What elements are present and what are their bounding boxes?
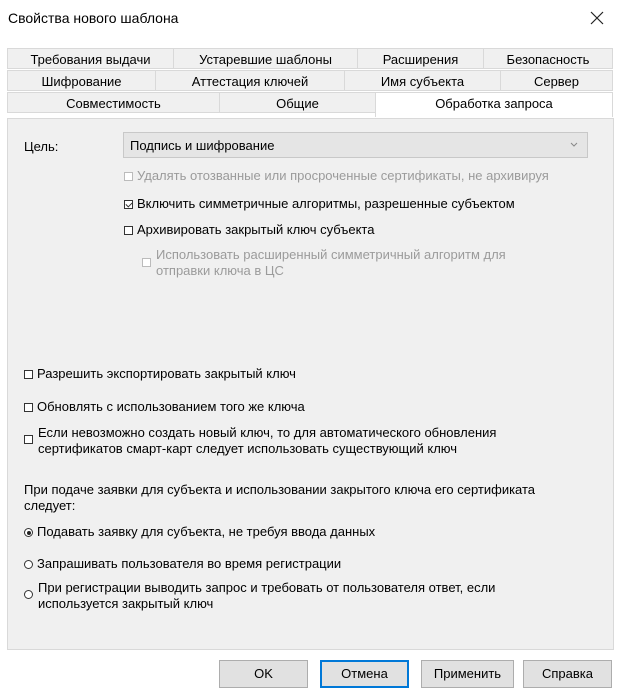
chevron-down-icon [569, 137, 579, 151]
radio-prompt-user-button[interactable] [24, 560, 33, 569]
symmetric-algorithms-label: Включить симметричные алгоритмы, разрешенные субъектом [137, 196, 515, 211]
radio-require-input[interactable] [24, 580, 495, 612]
tab-compatibility[interactable]: Совместимость [7, 92, 220, 113]
archive-key-checkbox[interactable] [124, 226, 133, 235]
title-bar [0, 0, 619, 36]
archive-key-option[interactable] [124, 222, 374, 237]
tab-cryptography[interactable]: Шифрование [7, 70, 156, 91]
radio-enroll-silently-label: Подавать заявку для субъекта, не требуя ввода данных [37, 524, 376, 539]
radio-require-input-button[interactable] [24, 590, 33, 599]
cancel-button[interactable]: Отмена [320, 660, 409, 688]
tab-superseded-templates[interactable]: Устаревшие шаблоны [173, 48, 358, 69]
window-title: Свойства нового шаблона [8, 10, 179, 26]
tab-extensions[interactable]: Расширения [357, 48, 484, 69]
smartcard-existing-key-checkbox[interactable] [24, 435, 33, 444]
request-handling-panel [7, 118, 614, 650]
symmetric-algorithms-option[interactable] [124, 196, 515, 211]
purpose-select-value: Подпись и шифрование [130, 138, 275, 153]
smartcard-existing-key-line1: Если невозможно создать новый ключ, то для автоматического обновления [38, 425, 497, 440]
enroll-prompt-line2: следует: [24, 498, 76, 513]
renew-same-key-label: Обновлять с использованием того же ключа [37, 399, 305, 414]
radio-prompt-user[interactable] [24, 556, 341, 571]
purpose-select[interactable] [123, 132, 588, 158]
radio-require-input-line1: При регистрации выводить запрос и требовать от пользователя ответ, если [38, 580, 496, 595]
export-key-label: Разрешить экспортировать закрытый ключ [37, 366, 296, 381]
radio-require-input-line2: используется закрытый ключ [38, 596, 214, 611]
symmetric-algorithms-checkbox[interactable] [124, 200, 133, 209]
radio-prompt-user-label: Запрашивать пользователя во время регистрации [37, 556, 342, 571]
export-key-option[interactable] [24, 366, 296, 381]
enroll-prompt-text [24, 482, 535, 514]
purpose-label: Цель: [24, 139, 59, 154]
advanced-symmetric-checkbox[interactable] [142, 258, 151, 267]
export-key-checkbox[interactable] [24, 370, 33, 379]
tab-issuance-requirements[interactable]: Требования выдачи [7, 48, 174, 69]
enroll-prompt-line1: При подаче заявки для субъекта и использовании закрытого ключа его сертификата [24, 482, 536, 497]
tab-security[interactable]: Безопасность [483, 48, 613, 69]
smartcard-existing-key-line2: сертификатов смарт-карт следует использовать существующий ключ [38, 441, 458, 456]
archive-key-label: Архивировать закрытый ключ субъекта [137, 222, 375, 237]
delete-revoked-checkbox[interactable] [124, 172, 133, 181]
tab-key-attestation[interactable]: Аттестация ключей [155, 70, 345, 91]
tab-strip [7, 48, 613, 118]
delete-revoked-option[interactable] [124, 168, 549, 183]
tab-general[interactable]: Общие [219, 92, 376, 113]
advanced-symmetric-label-line2: отправки ключа в ЦС [156, 263, 284, 278]
tab-server[interactable]: Сервер [500, 70, 613, 91]
close-icon[interactable] [585, 6, 609, 30]
advanced-symmetric-option[interactable] [142, 247, 506, 279]
renew-same-key-checkbox[interactable] [24, 403, 33, 412]
delete-revoked-label: Удалять отозванные или просроченные сертификаты, не архивируя [137, 168, 549, 183]
radio-enroll-silently-button[interactable] [24, 528, 33, 537]
smartcard-existing-key-option[interactable] [24, 425, 496, 457]
help-button[interactable]: Справка [523, 660, 612, 688]
tab-request-handling[interactable]: Обработка запроса [375, 92, 613, 117]
advanced-symmetric-label-line1: Использовать расширенный симметричный алгоритм для [156, 247, 506, 262]
apply-button[interactable]: Применить [421, 660, 514, 688]
renew-same-key-option[interactable] [24, 399, 305, 414]
ok-button[interactable]: OK [219, 660, 308, 688]
tab-subject-name[interactable]: Имя субъекта [344, 70, 501, 91]
radio-enroll-silently[interactable] [24, 524, 375, 539]
